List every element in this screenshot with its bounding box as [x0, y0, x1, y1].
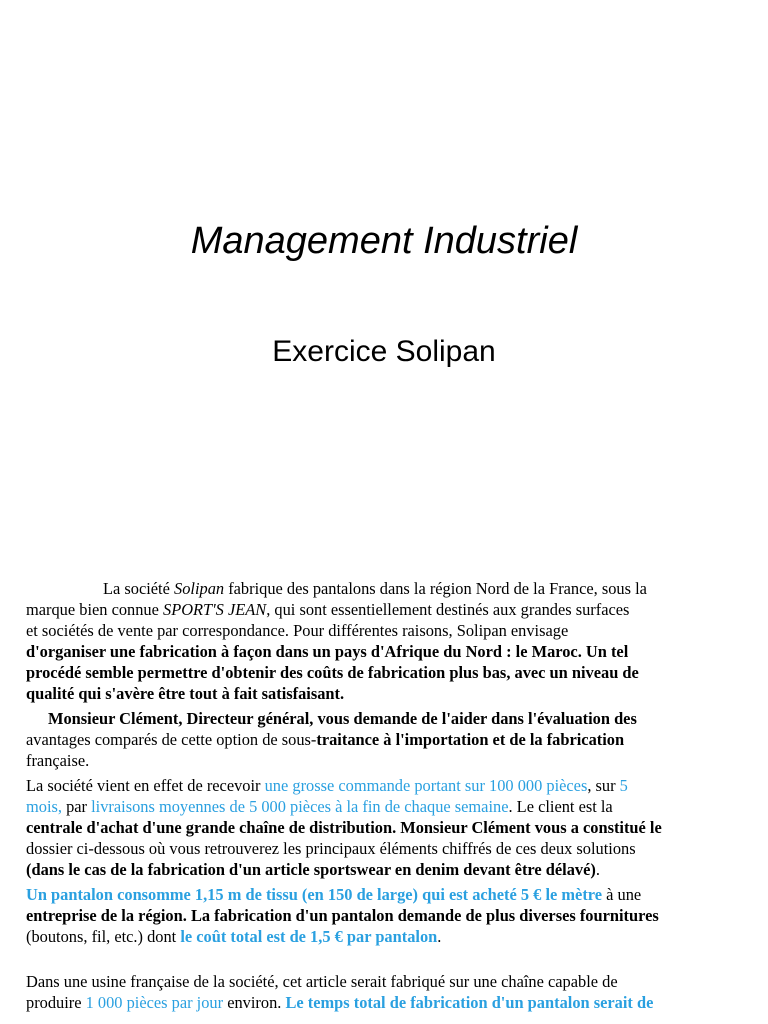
- body-text: [26, 578, 742, 1013]
- brand-name: SPORT'S JEAN: [163, 600, 267, 619]
- text-line: centrale d'achat d'une grande chaîne de distribution. Monsieur Clément vous a constitué le: [26, 818, 662, 837]
- text-line: Un pantalon consomme 1,15 m de tissu (en 150 de large) qui est acheté 5 € le mètre à une: [26, 885, 642, 904]
- text-line: La société vient en effet de recevoir une grosse commande portant sur 100 000 pièces, sur 5: [26, 776, 628, 795]
- text-line: procédé semble permettre d'obtenir des coûts de fabrication plus bas, avec un niveau de: [26, 663, 639, 682]
- text-line: La société Solipan fabrique des pantalons dans la région Nord de la France, sous la: [103, 579, 647, 598]
- company-name: Solipan: [174, 579, 225, 598]
- text-line: (dans le cas de la fabrication d'un article sportswear en denim devant être délavé).: [26, 860, 600, 879]
- text-line: française.: [26, 751, 90, 770]
- text-line: et sociétés de vente par correspondance. Pour différentes raisons, Solipan envisage: [26, 621, 569, 640]
- text-line: (boutons, fil, etc.) dont le coût total est de 1,5 € par pantalon.: [26, 927, 442, 946]
- text-line: Dans une usine française de la société, cet article serait fabriqué sur une chaîne capable de: [26, 972, 618, 991]
- text-line: avantages comparés de cette option de sous-traitance à l'importation et de la fabrication: [26, 730, 625, 749]
- document-subtitle: Exercice Solipan: [272, 335, 496, 368]
- text-line: mois, par livraisons moyennes de 5 000 pièces à la fin de chaque semaine. Le client est la: [26, 797, 613, 816]
- text-line: Monsieur Clément, Directeur général, vous demande de l'aider dans l'évaluation des: [48, 709, 637, 728]
- text-line: qualité qui s'avère être tout à fait satisfaisant.: [26, 684, 345, 703]
- text-line: marque bien connue SPORT'S JEAN, qui sont essentiellement destinés aux grandes surfaces: [26, 600, 630, 619]
- text-line: dossier ci-dessous où vous retrouverez les principaux éléments chiffrés de ces deux solutions: [26, 839, 636, 858]
- document-title: Management Industriel: [190, 220, 578, 262]
- text-line: d'organiser une fabrication à façon dans un pays d'Afrique du Nord : le Maroc. Un tel: [26, 642, 629, 661]
- text-line: produire 1 000 pièces par jour environ. Le temps total de fabrication d'un pantalon serait de: [26, 993, 654, 1012]
- text-line: entreprise de la région. La fabrication d'un pantalon demande de plus diverses fournitures: [26, 906, 659, 925]
